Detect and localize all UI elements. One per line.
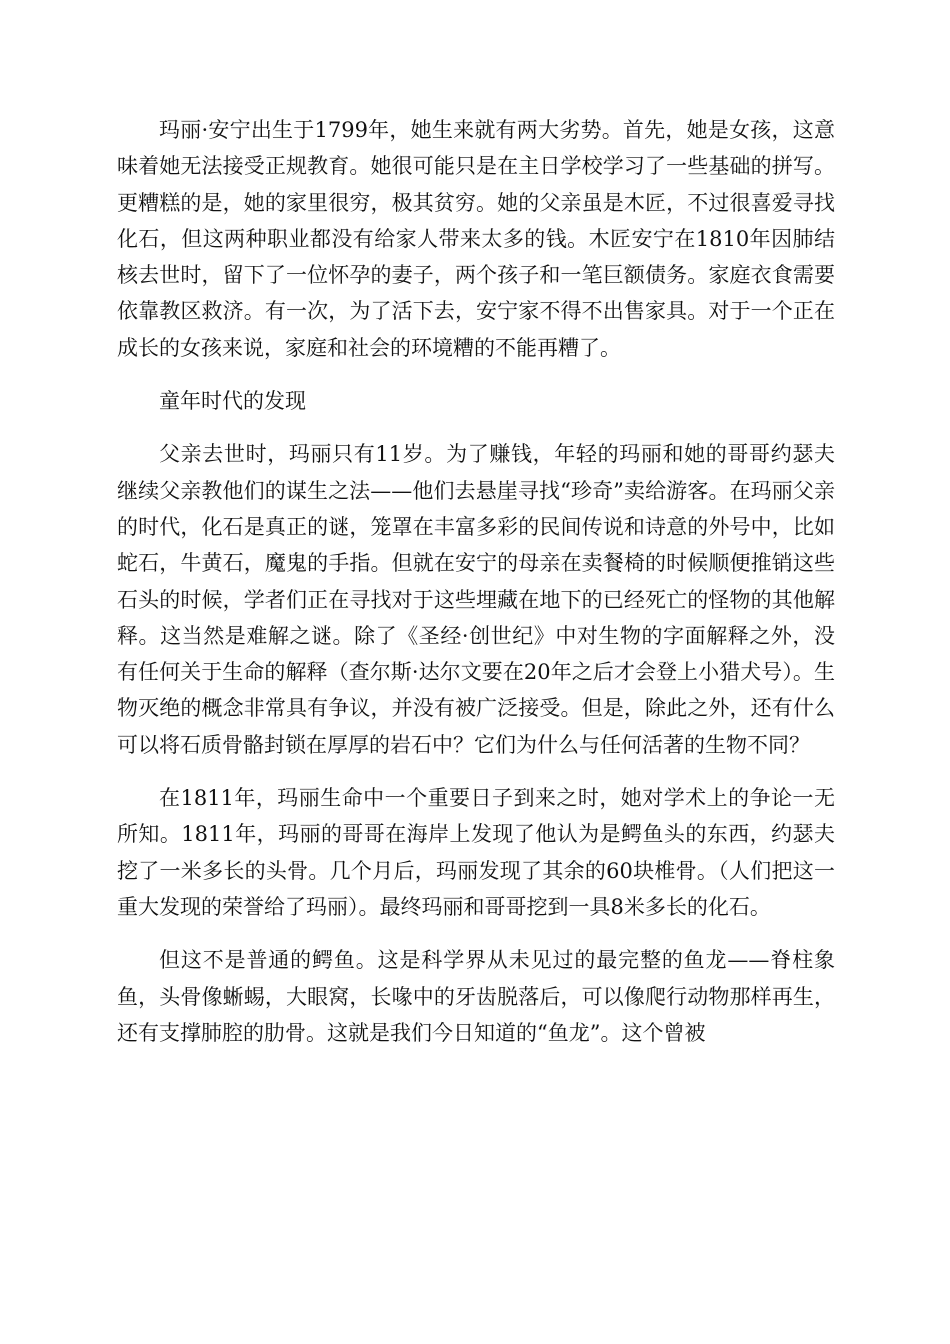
document-page — [117, 112, 835, 1068]
paragraph-1: 玛丽·安宁出生于1799年，她生来就有两大劣势。首先，她是女孩，这意味着她无法接受正规教育。她很可能只是在主日学校学习了一些基础的拼写。更糟糕的是，她的家里很穷，极其贫穷。她的父亲虽是木匠，不过很喜爱寻找化石，但这两种职业都没有给家人带来太多的钱。木匠安宁在1810年因肺结核去世时，留下了一位怀孕的妻子，两个孩子和一笔巨额债务。家庭衣食需要依靠教区救济。有一次，为了活下去，安宁家不得不出售家具。对于一个正在成长的女孩来说，家庭和社会的环境糟的不能再糟了。 — [117, 118, 835, 360]
paragraph-3: 在1811年，玛丽生命中一个重要日子到来之时，她对学术上的争论一无所知。1811年，玛丽的哥哥在海岸上发现了他认为是鳄鱼头的东西，约瑟夫挖了一米多长的头骨。几个月后，玛丽发现了其余的60块椎骨。（人们把这一重大发现的荣誉给了玛丽）。最终玛丽和哥哥挖到一具8米多长的化石。 — [117, 786, 835, 919]
paragraph-4: 但这不是普通的鳄鱼。这是科学界从未见过的最完整的鱼龙——脊柱象鱼，头骨像蜥蜴，大眼窝，长喙中的牙齿脱落后，可以像爬行动物那样再生，还有支撑肺腔的肋骨。这就是我们今日知道的“鱼龙”。这个曾被 — [117, 948, 835, 1045]
section-heading: 童年时代的发现 — [159, 389, 306, 414]
paragraph-2: 父亲去世时，玛丽只有11岁。为了赚钱，年轻的玛丽和她的哥哥约瑟夫继续父亲教他们的谋生之法——他们去悬崖寻找“珍奇”卖给游客。在玛丽父亲的时代，化石是真正的谜，笼罩在丰富多彩的民间传说和诗意的外号中，比如蛇石，牛黄石，魔鬼的手指。但就在安宁的母亲在卖餐椅的时候顺便推销这些石头的时候，学者们正在寻找对于这些埋藏在地下的已经死亡的怪物的其他解释。这当然是难解之谜。除了《圣经·创世纪》中对生物的字面解释之外，没有任何关于生命的解释（查尔斯·达尔文要在20年之后才会登上小猎犬号）。生物灭绝的概念非常具有争议，并没有被广泛接受。但是，除此之外，还有什么可以将石质骨骼封锁在厚厚的岩石中？它们为什么与任何活著的生物不同？ — [117, 442, 835, 757]
